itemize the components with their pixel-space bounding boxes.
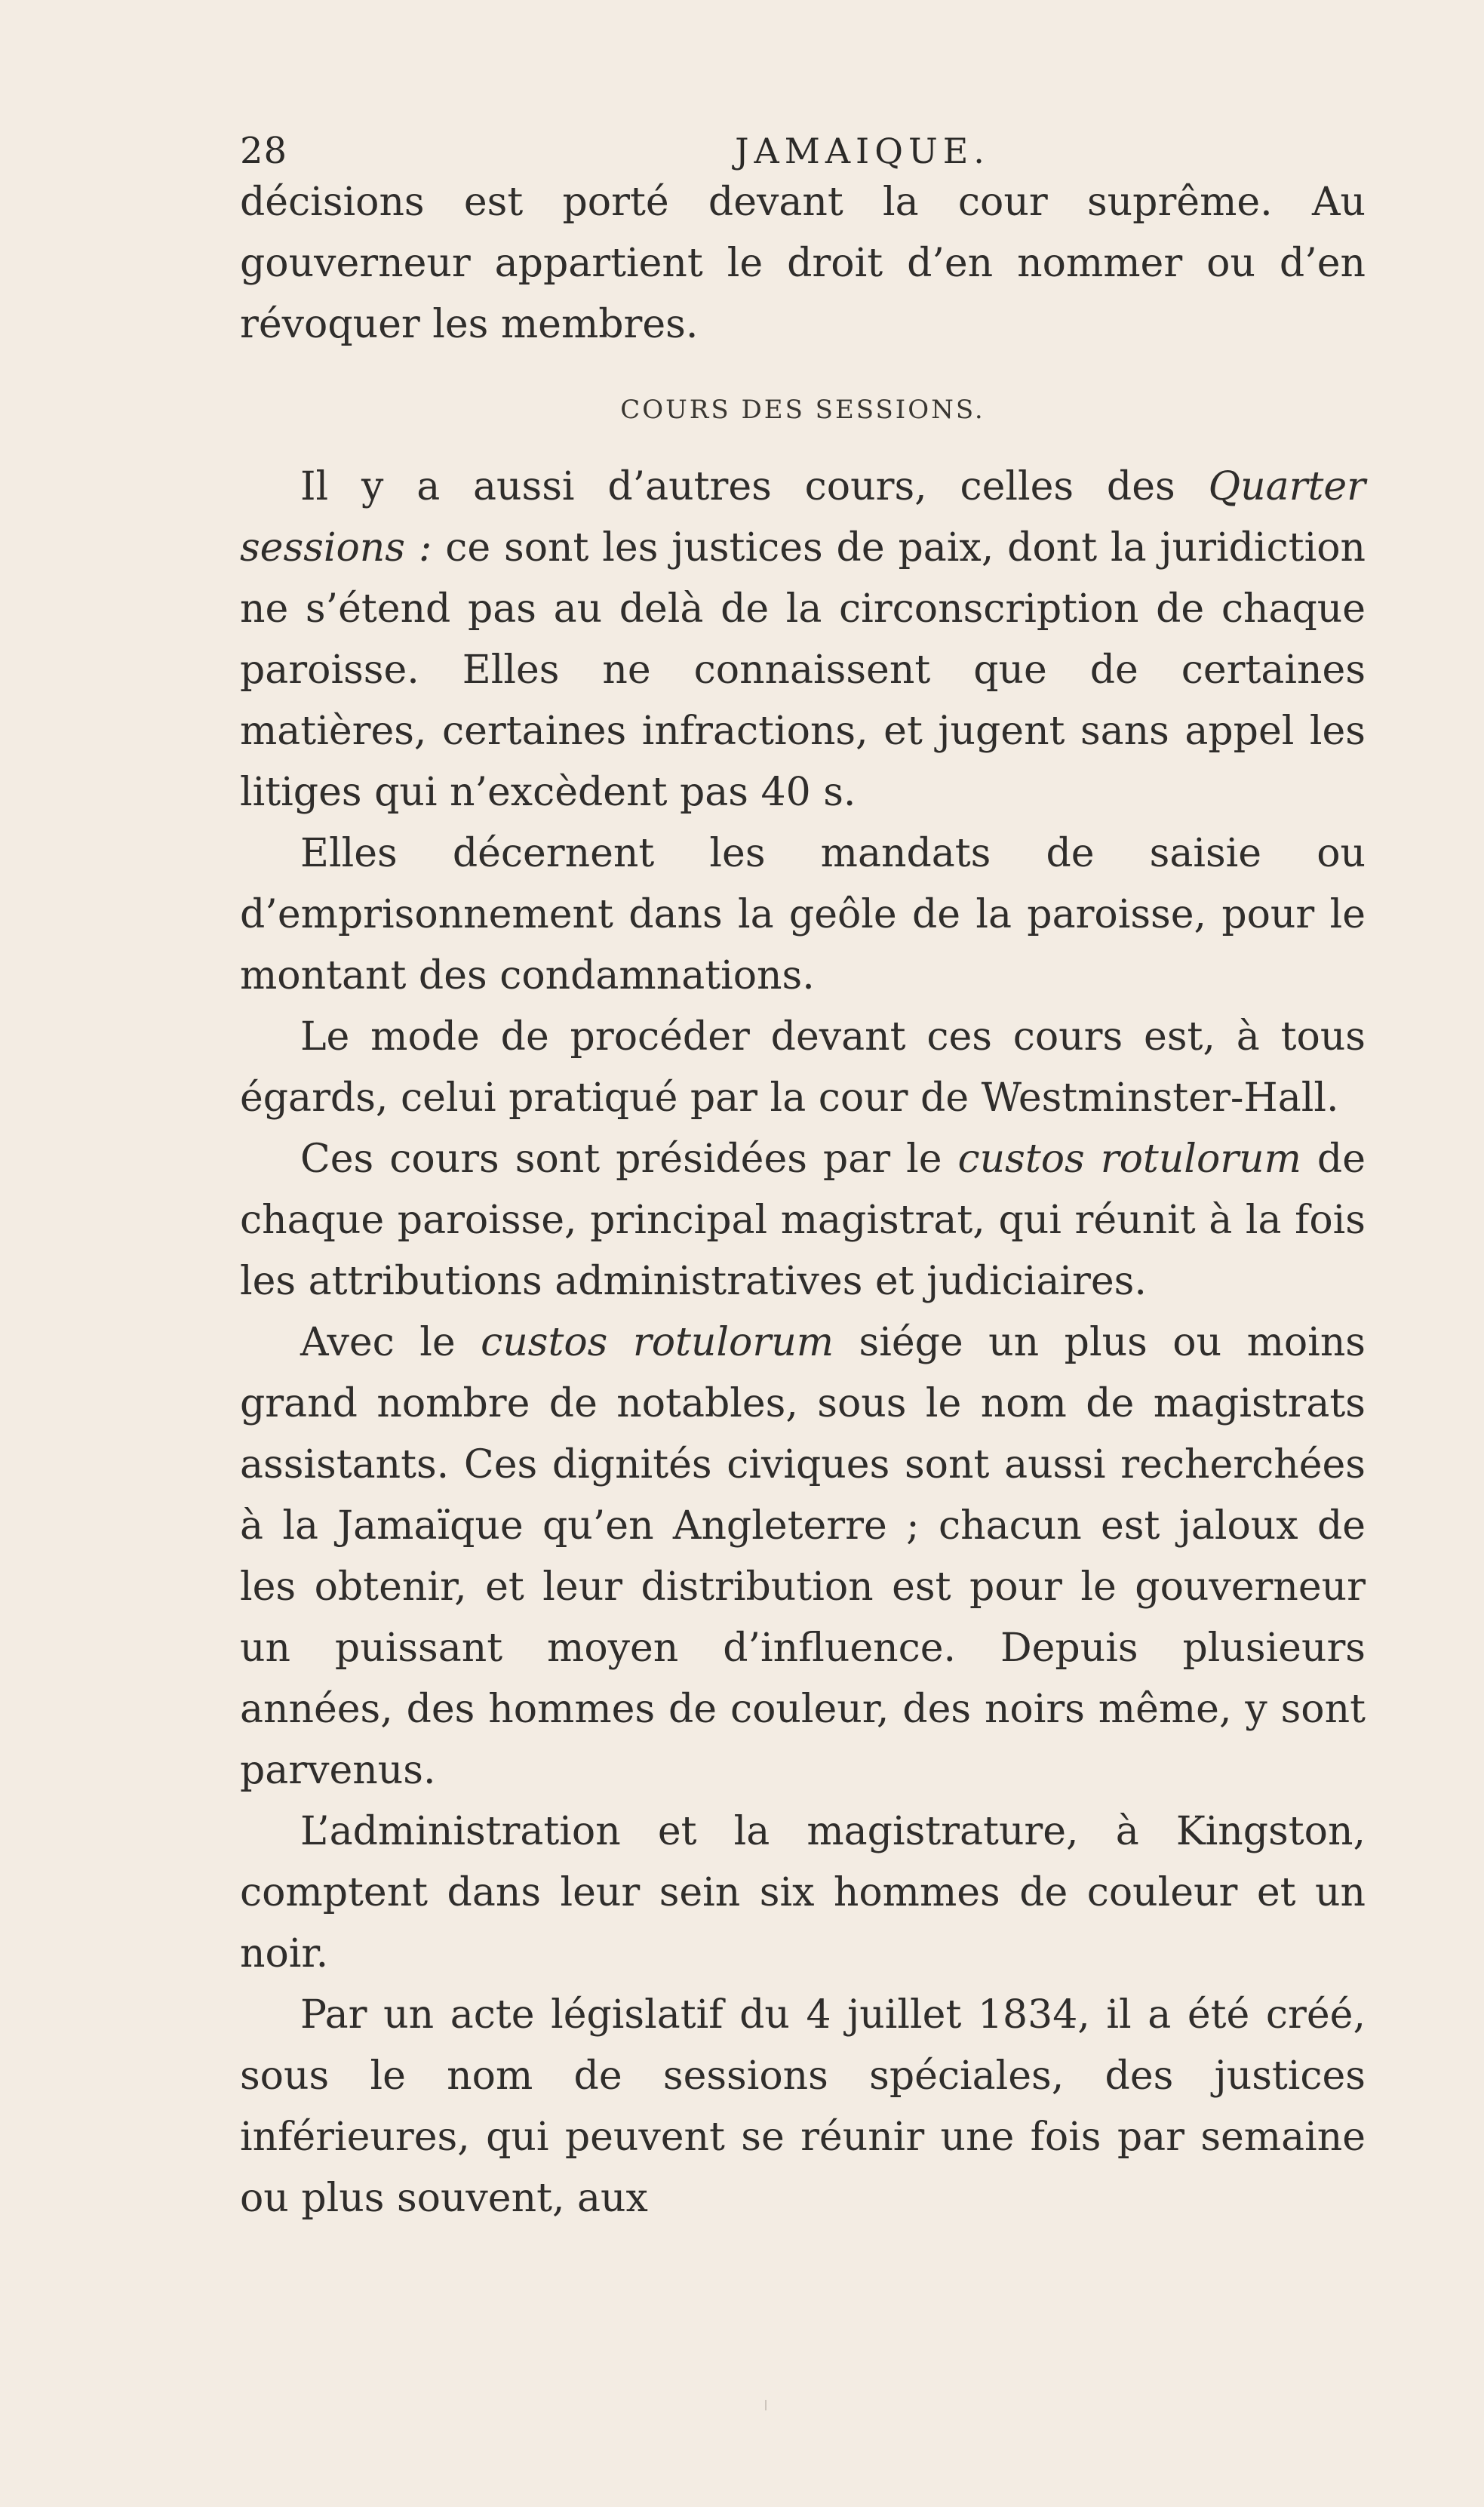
paper-mark: [765, 2400, 767, 2410]
paragraph-text: siége un plus ou moins grand nombre de notables, sous le nom de magistrats assistants. Ces dignités civiques sont aussi recherchées à la Jamaïque qu’en Angleterre ; chacun est jaloux de les obtenir, et leur distribution est pour le gouverneur un puissant moyen d’influence. Depuis plusieurs années, des hommes de couleur, des noirs même, y sont parvenus.: [240, 1320, 1366, 1793]
paragraph-text: Avec le: [300, 1320, 481, 1365]
italic-term: Quarter sessions :: [240, 464, 1366, 571]
paragraph-kingston: L’administration et la magistrature, à Kingston, comptent dans leur sein six hommes de couleur et un noir.: [240, 1809, 1366, 1976]
italic-term: custos rotulorum: [957, 1137, 1301, 1182]
paragraph-mandats: Elles décernent les mandats de saisie ou d’emprisonnement dans la geôle de la paroisse, pour le montant des condamnations.: [240, 831, 1366, 998]
page-number: 28: [240, 130, 288, 172]
paragraph-quarter-sessions: [240, 457, 1366, 823]
section-heading: COURS DES SESSIONS.: [620, 395, 985, 425]
paragraph-custos: [240, 1129, 1366, 1312]
page-body: [240, 172, 1366, 2229]
paragraph-text: de chaque paroisse, principal magistrat, qui réunit à la fois les attributions administratives et judiciaires.: [240, 1137, 1366, 1304]
paragraph-procedure: Le mode de procéder devant ces cours est, à tous égards, celui pratiqué par la cour de Westminster-Hall.: [240, 1014, 1366, 1121]
italic-term: custos rotulorum: [481, 1320, 834, 1365]
paragraph-text: Il y a aussi d’autres cours, celles des: [300, 464, 1209, 509]
paragraph-text: ce sont les justices de paix, dont la juridiction ne s’étend pas au delà de la circonscription de chaque paroisse. Elles ne connaissent que de certaines matières, certaines infractions, et jugent sans appel les litiges qui n’excèdent pas 40 s.: [240, 525, 1366, 815]
paragraph-text: Ces cours sont présidées par le: [300, 1137, 958, 1182]
paragraph-notables: [240, 1312, 1366, 1801]
page-header: [240, 128, 1484, 174]
paragraph-special-sessions: Par un acte législatif du 4 juillet 1834, il a été créé, sous le nom de sessions spéciales, des justices inférieures, qui peuvent se réunir une fois par semaine ou plus souvent, aux: [240, 1992, 1366, 2221]
running-head: JAMAIQUE.: [735, 131, 990, 171]
paragraph-continuation: décisions est porté devant la cour suprême. Au gouverneur appartient le droit d’en nommer ou d’en révoquer les membres.: [240, 180, 1366, 347]
